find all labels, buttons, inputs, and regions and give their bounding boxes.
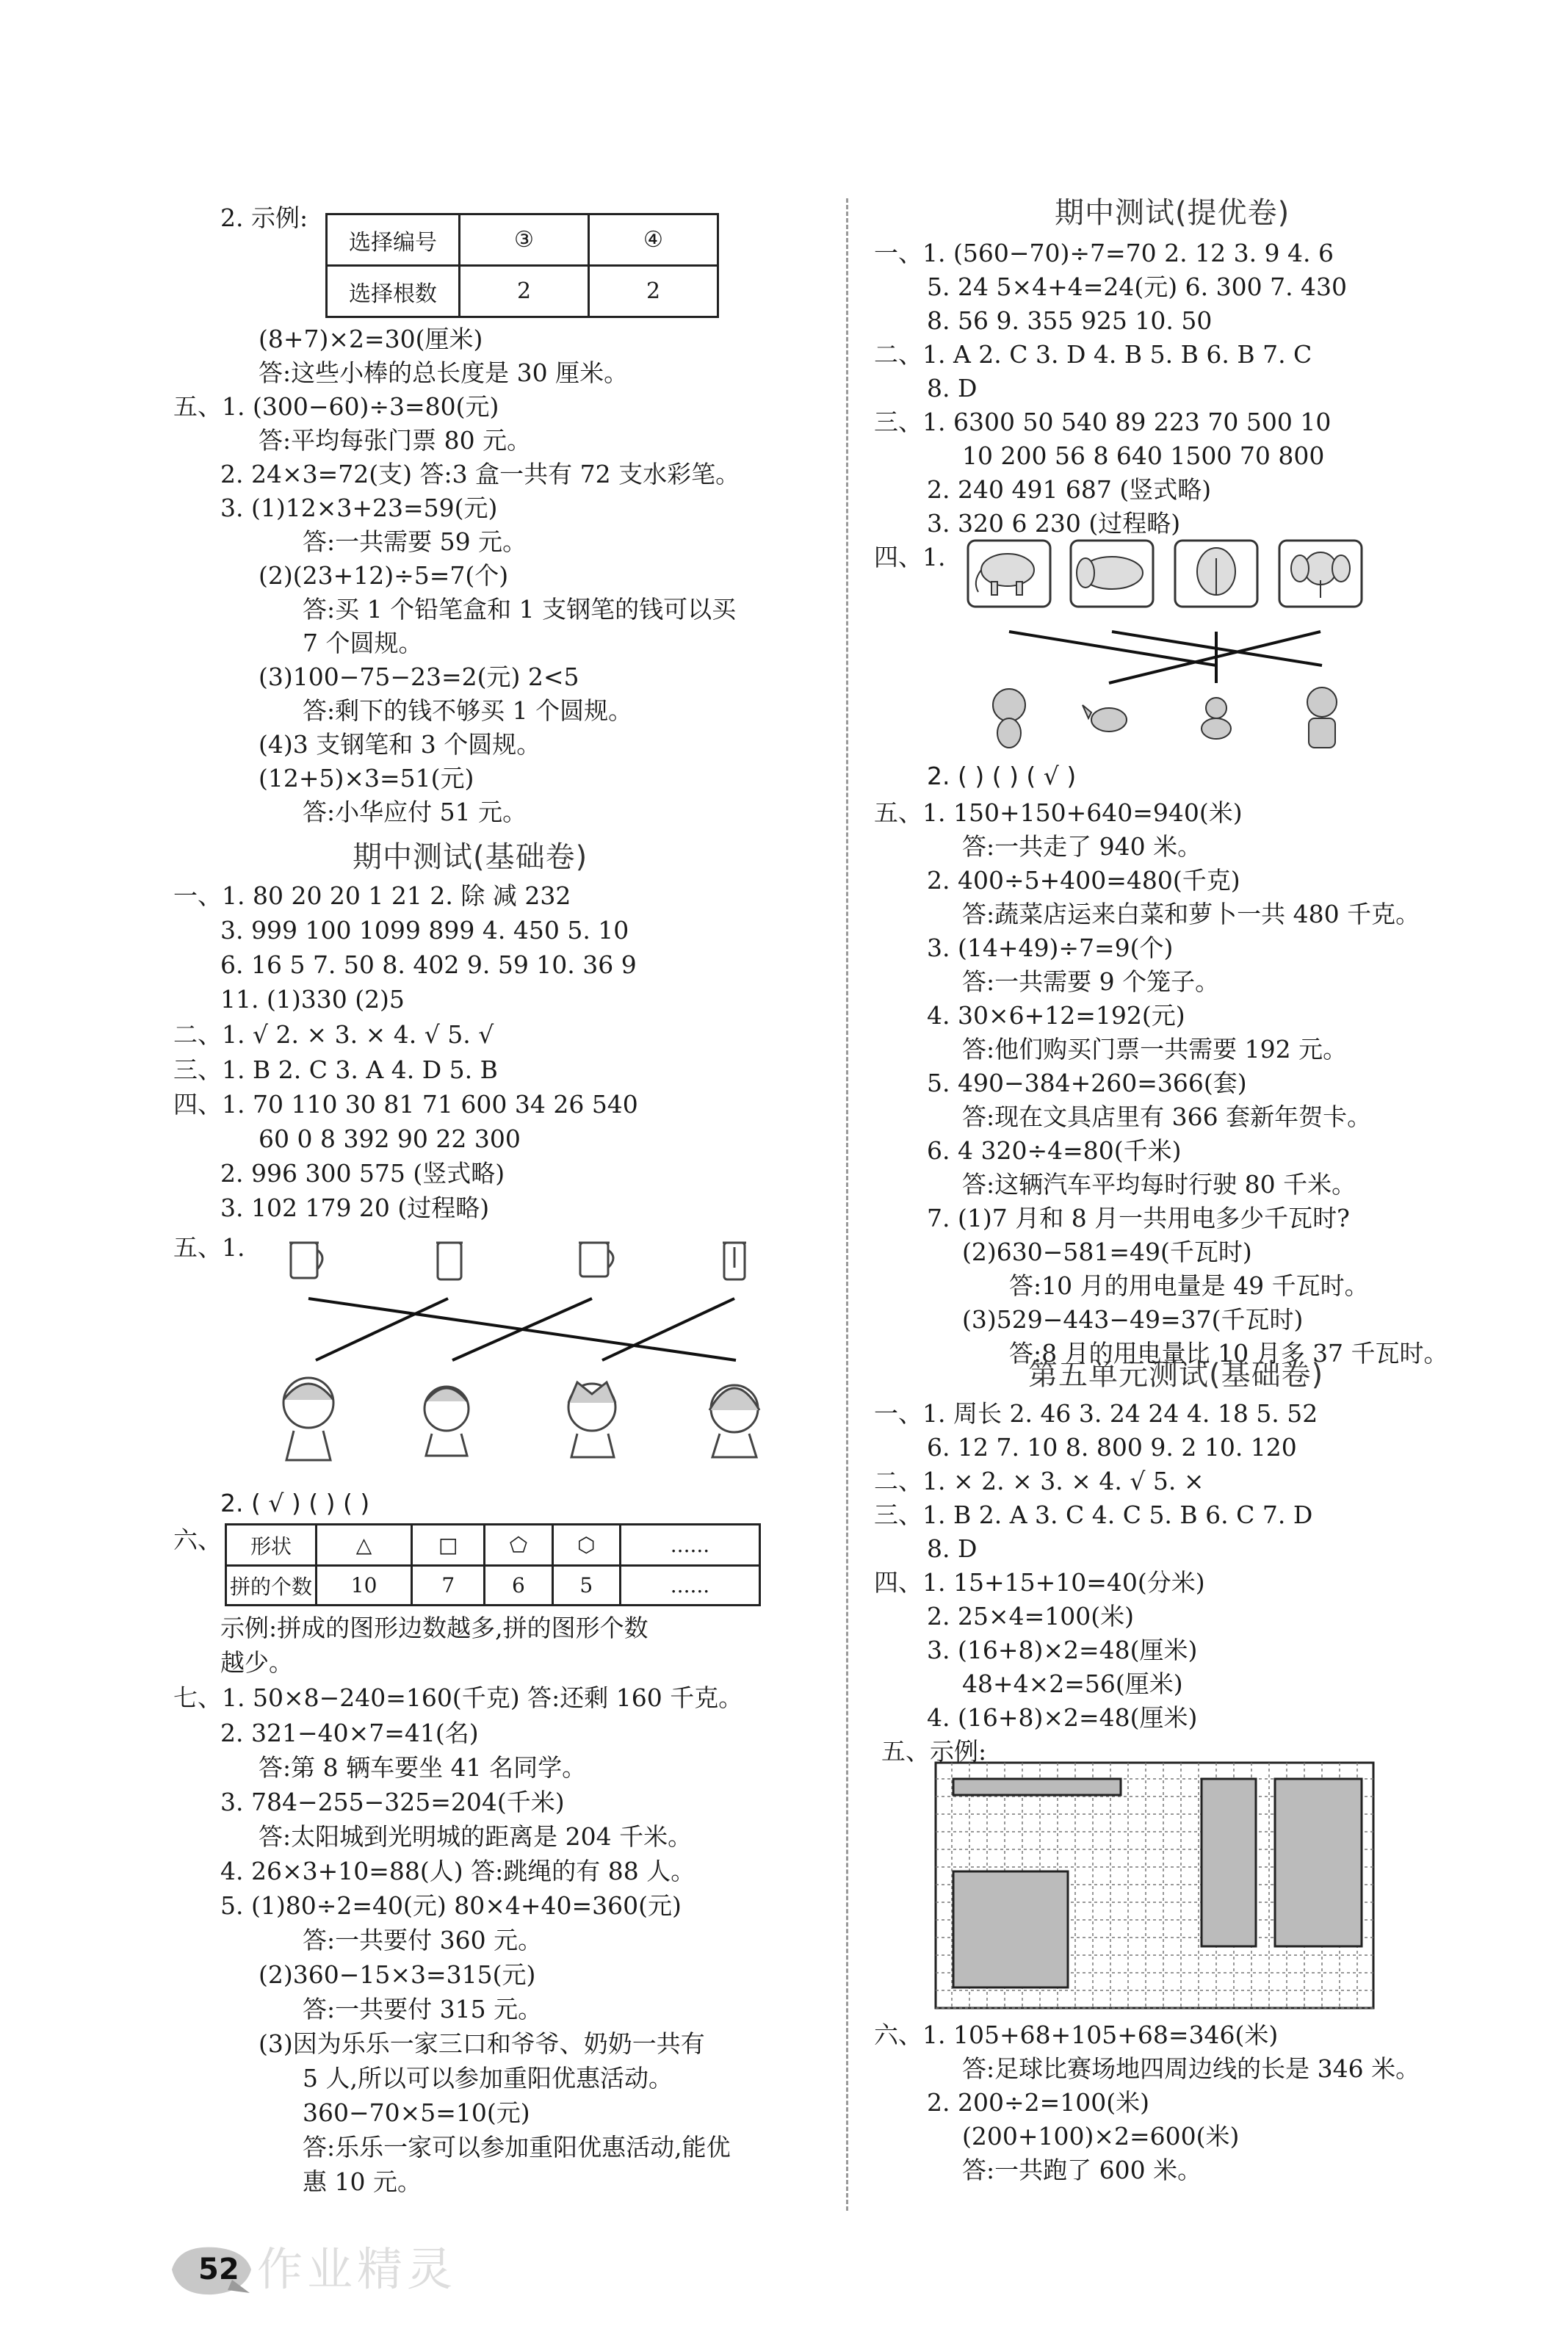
text-line: 8. D <box>927 374 978 402</box>
section-title: 期中测试(基础卷) <box>353 840 588 874</box>
text-line: 答:剩下的钱不够买 1 个圆规。 <box>303 696 633 725</box>
text-line: 答:8 月的用电量比 10 月多 37 千瓦时。 <box>1009 1339 1448 1368</box>
text-line: 三、1. B 2. C 3. A 4. D 5. B <box>173 1055 498 1084</box>
table-header-cell: ⬡ <box>552 1525 620 1566</box>
table-cell: 5 <box>552 1566 620 1606</box>
text-line: 2. 240 491 687 (竖式略) <box>927 475 1212 504</box>
text-line: 5 人,所以可以参加重阳优惠活动。 <box>303 2064 673 2092</box>
choice-line: 2. ( ) ( ) ( √ ) <box>927 762 1077 790</box>
text-line: 三、1. B 2. A 3. C 4. C 5. B 6. C 7. D <box>874 1501 1313 1529</box>
text-line: 答:足球比赛场地四周边线的长是 346 米。 <box>962 2054 1420 2083</box>
text-line: 4. (16+8)×2=48(厘米) <box>927 1703 1198 1732</box>
elephant-front-icon <box>1291 552 1350 598</box>
text-line: 答:小华应付 51 元。 <box>303 798 527 826</box>
monkey-icon <box>993 689 1025 748</box>
text-line: 五、1. (300−60)÷3=80(元) <box>173 392 499 421</box>
text-line: 6. 12 7. 10 8. 800 9. 2 10. 120 <box>927 1433 1297 1462</box>
text-line: 答:一共走了 940 米。 <box>962 832 1202 861</box>
cup-icon <box>289 1243 322 1278</box>
table-cell: 7 <box>412 1566 485 1606</box>
text-line: 3. 102 179 20 (过程略) <box>220 1194 490 1222</box>
text-line: (3)100−75−23=2(元) 2<5 <box>259 662 579 691</box>
table-cell: 拼的个数 <box>226 1566 317 1606</box>
text-line: (2)360−15×3=315(元) <box>259 1960 536 1989</box>
text-line: 4. 26×3+10=88(人) 答:跳绳的有 88 人。 <box>220 1857 696 1885</box>
text-line: 五、示例: <box>881 1737 987 1766</box>
text-line: 6. 4 320÷4=80(千米) <box>927 1136 1182 1165</box>
text-line: (8+7)×2=30(厘米) <box>259 325 483 353</box>
text-line: 二、1. A 2. C 3. D 4. B 5. B 6. B 7. C <box>874 340 1312 369</box>
text-line: 6. 16 5 7. 50 8. 402 9. 59 10. 36 9 <box>220 950 637 979</box>
section-label: 六、 <box>173 1525 222 1554</box>
text-line: 答:一共需要 9 个笼子。 <box>962 967 1220 996</box>
text-line: 二、1. √ 2. × 3. × 4. √ 5. √ <box>173 1020 494 1049</box>
bear-icon <box>1307 687 1337 748</box>
cup-icon <box>579 1243 613 1276</box>
text-line: 3. (16+8)×2=48(厘米) <box>927 1636 1198 1664</box>
text-line: 答:一共跑了 600 米。 <box>962 2156 1202 2184</box>
shape-table <box>225 1523 761 1606</box>
elephant-side-icon <box>976 554 1034 595</box>
text-line: 8. 56 9. 355 925 10. 50 <box>927 306 1213 335</box>
text-line: 二、1. × 2. × 3. × 4. √ 5. × <box>874 1467 1204 1495</box>
text-line: 答:他们购买门票一共需要 192 元。 <box>962 1035 1348 1064</box>
text-line: 5. 24 5×4+4=24(元) 6. 300 7. 430 <box>927 272 1348 301</box>
text-line: 3. (1)12×3+23=59(元) <box>220 494 498 522</box>
text-line: (2)(23+12)÷5=7(个) <box>259 561 509 590</box>
text-line: 5. (1)80÷2=40(元) 80×4+40=360(元) <box>220 1891 682 1920</box>
text-line: 一、1. 80 20 20 1 21 2. 除 减 232 <box>173 881 571 910</box>
table-header-cell: 选择编号 <box>327 214 460 266</box>
selection-table <box>325 213 719 318</box>
text-line: 四、1. 70 110 30 81 71 600 34 26 540 <box>173 1090 638 1119</box>
text-line: 60 0 8 392 90 22 300 <box>259 1124 521 1153</box>
text-line: 360−70×5=10(元) <box>303 2098 530 2127</box>
text-line: 11. (1)330 (2)5 <box>220 985 405 1014</box>
text-line: 2. 25×4=100(米) <box>927 1602 1134 1631</box>
tall-rectangle-left <box>1202 1779 1256 1946</box>
matching-lines <box>308 1299 736 1360</box>
table-cell: ...... <box>620 1566 759 1606</box>
text-line: 答:第 8 辆车要坐 41 名同学。 <box>259 1753 587 1782</box>
text-line: 示例:拼成的图形边数越多,拼的图形个数 <box>220 1614 648 1642</box>
column-divider <box>846 198 848 2211</box>
bird-icon <box>1083 705 1127 732</box>
text-line: 3. 320 6 230 (过程略) <box>927 509 1181 538</box>
table-cell: 2 <box>589 266 718 317</box>
square-rectangle <box>953 1871 1068 1987</box>
text-line: 48+4×2=56(厘米) <box>962 1669 1183 1698</box>
choice-line: 2. ( √ ) ( ) ( ) <box>220 1489 370 1517</box>
table-header-cell: ...... <box>620 1525 759 1566</box>
text-line: 10 200 56 8 640 1500 70 800 <box>962 441 1325 470</box>
text-line: 四、1. 15+15+10=40(分米) <box>874 1568 1205 1597</box>
text-line: 越少。 <box>220 1648 293 1677</box>
text-line: 答:一共要付 360 元。 <box>303 1926 543 1954</box>
text-line: 8. D <box>927 1534 978 1563</box>
text-line: 答:买 1 个铅笔盒和 1 支钢笔的钱可以买 <box>303 595 737 624</box>
text-line: 答:一共需要 59 元。 <box>303 527 527 556</box>
table-cell: 6 <box>485 1566 552 1606</box>
text-line: 一、1. 周长 2. 46 3. 24 24 4. 18 5. 52 <box>874 1399 1318 1428</box>
cup-icon <box>723 1243 746 1279</box>
text-line: (12+5)×3=51(元) <box>259 764 474 792</box>
table-header-cell: ④ <box>589 214 718 266</box>
text-line: 三、1. 6300 50 540 89 223 70 500 10 <box>874 408 1332 436</box>
table-header-cell: □ <box>412 1525 485 1566</box>
elephant-back-icon <box>1197 548 1235 595</box>
text-line: 答:乐乐一家可以参加重阳优惠活动,能优 <box>303 2133 731 2162</box>
page-number: 52 <box>198 2253 239 2286</box>
cup-icon <box>436 1243 463 1279</box>
text-line: 七、1. 50×8−240=160(千克) 答:还剩 160 千克。 <box>173 1683 743 1712</box>
cup-matching-figure <box>264 1234 778 1484</box>
text-line: 惠 10 元。 <box>303 2167 422 2196</box>
dot-grid-figure <box>934 1761 1375 2009</box>
text-line: 答:蔬菜店运来白菜和萝卜一共 480 千克。 <box>962 900 1420 928</box>
text-line: 答:一共要付 315 元。 <box>303 1995 543 2023</box>
table-cell: 选择根数 <box>327 266 460 317</box>
text-line: 7 个圆规。 <box>303 629 423 657</box>
text-line: 5. 490−384+260=366(套) <box>927 1069 1247 1097</box>
text-line: 答:平均每张门票 80 元。 <box>259 426 532 455</box>
text-line: 答:这辆汽车平均每时行驶 80 千米。 <box>962 1170 1356 1199</box>
text-line: 答:这些小棒的总长度是 30 厘米。 <box>259 358 629 387</box>
text-line: 2. 321−40×7=41(名) <box>220 1719 479 1747</box>
text-line: 2. 996 300 575 (竖式略) <box>220 1159 505 1188</box>
text-line: (3)因为乐乐一家三口和爷爷、奶奶一共有 <box>259 2029 705 2058</box>
text-line: 3. 784−255−325=204(千米) <box>220 1788 565 1816</box>
elephant-top-icon <box>1077 557 1143 589</box>
example-label: 2. 示例: <box>220 203 308 232</box>
text-line: 一、1. (560−70)÷7=70 2. 12 3. 9 4. 6 <box>874 239 1334 267</box>
table-cell: 10 <box>317 1566 412 1606</box>
child-icon <box>709 1385 759 1457</box>
section-title: 第五单元测试(基础卷) <box>1028 1358 1324 1392</box>
text-line: (3)529−443−49=37(千瓦时) <box>962 1305 1304 1334</box>
text-line: 答:现在文具店里有 366 套新年贺卡。 <box>962 1102 1372 1131</box>
text-line: 五、1. 150+150+640=940(米) <box>874 798 1243 827</box>
text-line: 五、1. <box>173 1233 245 1262</box>
text-line: (4)3 支钢笔和 3 个圆规。 <box>259 730 541 759</box>
text-line: 四、1. <box>874 543 946 571</box>
table-header-cell: ⬠ <box>485 1525 552 1566</box>
duck-icon <box>1202 698 1231 739</box>
text-line: 答:太阳城到光明城的距离是 204 千米。 <box>259 1822 693 1851</box>
text-line: 2. 24×3=72(支) 答:3 盒一共有 72 支水彩笔。 <box>220 460 740 488</box>
long-rectangle <box>953 1779 1121 1795</box>
text-line: (200+100)×2=600(米) <box>962 2122 1240 2151</box>
text-line: 3. 999 100 1099 899 4. 450 5. 10 <box>220 916 629 945</box>
tall-rectangle-right <box>1275 1779 1362 1946</box>
text-line: 4. 30×6+12=192(元) <box>927 1001 1185 1030</box>
table-header-cell: ③ <box>460 214 589 266</box>
elephant-view-matching-figure <box>962 536 1381 764</box>
table-header-cell: 形状 <box>226 1525 317 1566</box>
text-line: 六、1. 105+68+105+68=346(米) <box>874 2021 1279 2049</box>
child-icon <box>424 1387 469 1456</box>
text-line: 答:10 月的用电量是 49 千瓦时。 <box>1009 1271 1369 1300</box>
table-cell: 2 <box>460 266 589 317</box>
text-line: 7. (1)7 月和 8 月一共用电多少千瓦时? <box>927 1204 1350 1232</box>
watermark-text: 作业精灵 <box>257 2242 458 2296</box>
child-icon <box>568 1382 615 1457</box>
text-line: 2. 400÷5+400=480(千克) <box>927 866 1240 895</box>
text-line: (2)630−581=49(千瓦时) <box>962 1238 1252 1266</box>
matching-lines <box>1009 632 1322 683</box>
child-icon <box>283 1378 333 1460</box>
section-title: 期中测试(提优卷) <box>1055 196 1290 230</box>
text-line: 2. 200÷2=100(米) <box>927 2088 1149 2117</box>
table-header-cell: △ <box>317 1525 412 1566</box>
text-line: 3. (14+49)÷7=9(个) <box>927 934 1174 962</box>
